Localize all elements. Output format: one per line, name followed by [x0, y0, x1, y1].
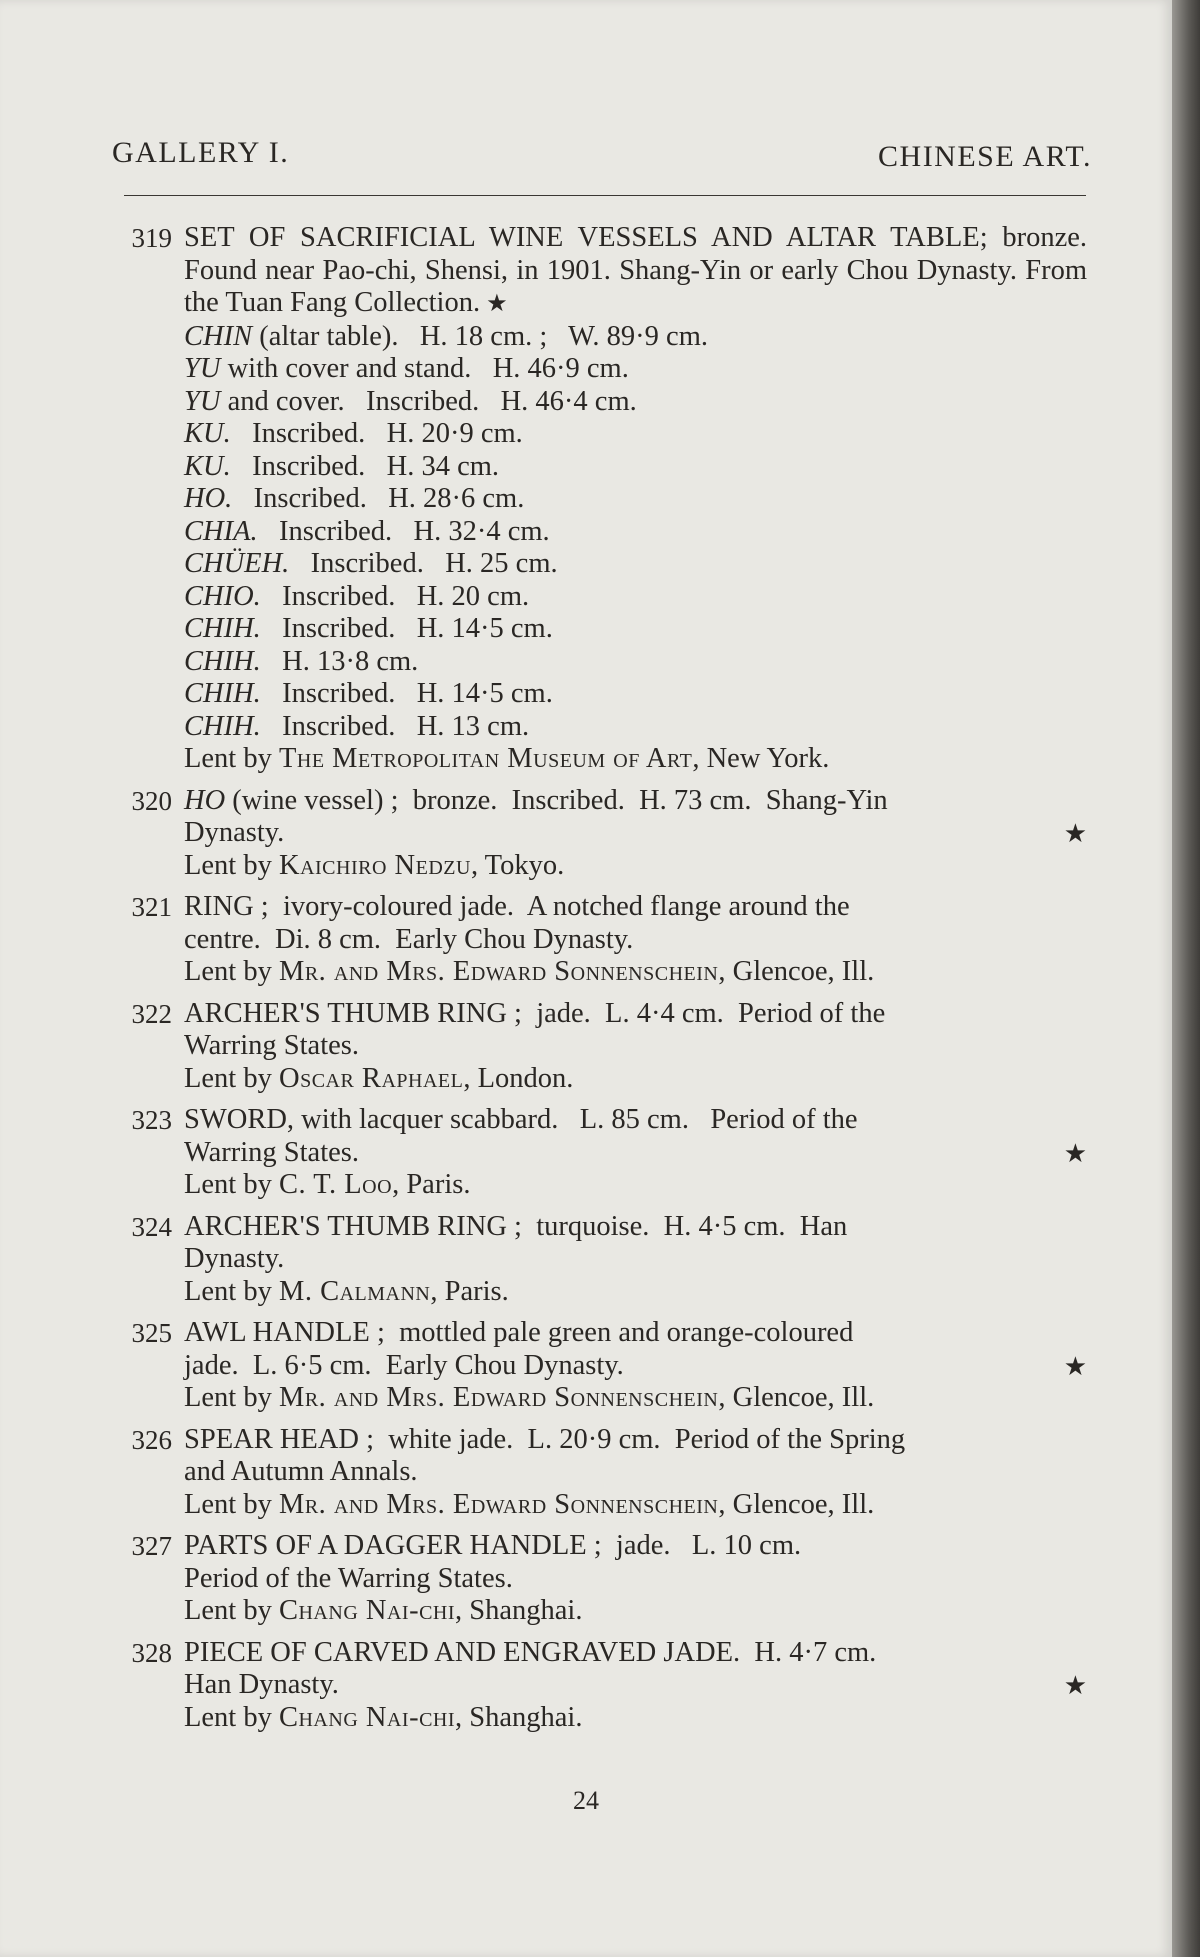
catalogue-entry: 327 PARTS OF A DAGGER HANDLE ; jade. L. 10 cm. Period of the Warring States. Lent by Chang Nai-chi, Shanghai. [112, 1530, 1087, 1628]
entry-number: 324 [131, 1211, 172, 1242]
entry-title: SPEAR HEAD ; white jade. L. 20·9 cm. Period of the Spring [184, 1423, 906, 1455]
lender-line: Lent by Mr. and Mrs. Edward Sonnenschein, Glencoe, Ill. [184, 956, 875, 987]
entry-title: ARCHER'S THUMB RING ; jade. L. 4·4 cm. Period of the [184, 997, 886, 1029]
entry-number: 328 [131, 1637, 172, 1668]
lender-line: Lent by Mr. and Mrs. Edward Sonnenschein, Glencoe, Ill. [184, 1382, 875, 1413]
lender-name: Chang Nai-chi [278, 1701, 456, 1733]
entry-title: AWL HANDLE ; mottled pale green and orange-coloured [184, 1317, 854, 1348]
lender-name: Chang Nai-chi [278, 1595, 456, 1626]
star-icon: ★ [486, 291, 508, 317]
entry-number: 319 [131, 223, 172, 253]
catalogue-entries [112, 222, 1087, 1743]
entry-number: 323 [131, 1105, 172, 1135]
entry-number: 327 [131, 1531, 172, 1561]
star-icon: ★ [1063, 1671, 1087, 1700]
lender-line: Lent by Mr. and Mrs. Edward Sonnenschein, Glencoe, Ill. [184, 1488, 875, 1520]
vessel-line: KU. Inscribed. H. 20·9 cm. [184, 418, 523, 449]
entry-number: 321 [131, 892, 172, 922]
catalogue-entry: 322 ARCHER'S THUMB RING ; jade. L. 4·4 cm. Period of the Warring States. Lent by Oscar Raphael, London. [112, 998, 1087, 1096]
vessel-line: CHIH. Inscribed. H. 14·5 cm. [184, 613, 553, 644]
catalogue-entry: 323 SWORD, with lacquer scabbard. L. 85 cm. Period of the Warring States. ★ Lent by C. T. Loo, Paris. [112, 1104, 1087, 1202]
lender-name: Mr. and Mrs. Edward Sonnenschein [278, 1382, 719, 1413]
vessel-line: CHIO. Inscribed. H. 20 cm. [184, 580, 530, 612]
catalogue-entry: 320 HO (wine vessel) ; bronze. Inscribed. H. 73 cm. Shang-Yin Dynasty. ★ Lent by Kaichiro Nedzu, Tokyo. [112, 785, 1087, 883]
catalogue-entry: 324 ARCHER'S THUMB RING ; turquoise. H. 4·5 cm. Han Dynasty. Lent by M. Calmann, Paris. [112, 1211, 1087, 1309]
vessel-line: HO. Inscribed. H. 28·6 cm. [184, 483, 525, 514]
star-icon: ★ [1063, 819, 1087, 848]
entry-number: 322 [131, 998, 172, 1029]
vessel-line: CHIN (altar table). H. 18 cm. ; W. 89·9 cm. [184, 320, 708, 352]
lender-name: C. T. Loo [278, 1169, 393, 1200]
header-section: CHINESE ART. [878, 140, 1092, 173]
vessel-line: CHIH. Inscribed. H. 13 cm. [184, 710, 530, 742]
vessel-line: YU and cover. Inscribed. H. 46·4 cm. [184, 385, 637, 417]
star-icon: ★ [1063, 1138, 1087, 1168]
header-gallery: GALLERY I. [112, 136, 290, 169]
entry-number: 325 [131, 1318, 172, 1348]
catalogue-entry [112, 222, 1087, 776]
entry-title: SET OF SACRIFICIAL WINE VESSELS AND ALTAR TABLE; bronze. Found near Pao-chi, Shensi, in 1901. Shang-Yin or early Chou Dynasty. From the Tuan Fang Collection. ★ [184, 222, 1087, 318]
entry-title: PARTS OF A DAGGER HANDLE ; jade. L. 10 cm. [184, 1530, 802, 1561]
vessel-line: CHIH. H. 13·8 cm. [184, 645, 419, 677]
lender-name: Mr. and Mrs. Edward Sonnenschein [278, 1488, 719, 1520]
lender-line: Lent by C. T. Loo, Paris. [184, 1169, 471, 1200]
catalogue-entry: 326 SPEAR HEAD ; white jade. L. 20·9 cm. Period of the Spring and Autumn Annals. Lent by Mr. and Mrs. Edward Sonnenschein, Glencoe, Ill. [112, 1424, 1087, 1522]
entry-title: HO (wine vessel) ; bronze. Inscribed. H. 73 cm. Shang-Yin [184, 784, 888, 816]
catalogue-entry: 328 PIECE OF CARVED AND ENGRAVED JADE. H. 4·7 cm. Han Dynasty. ★ Lent by Chang Nai-chi, Shanghai. [112, 1637, 1087, 1735]
entry-title: ARCHER'S THUMB RING ; turquoise. H. 4·5 cm. Han [184, 1210, 848, 1242]
lender-line: Lent by Chang Nai-chi, Shanghai. [184, 1595, 583, 1626]
lender-line: Lent by Chang Nai-chi, Shanghai. [184, 1701, 583, 1733]
entry-title: PIECE OF CARVED AND ENGRAVED JADE. H. 4·7 cm. [184, 1636, 877, 1668]
entry-title: SWORD, with lacquer scabbard. L. 85 cm. Period of the [184, 1104, 858, 1135]
vessel-line: KU. Inscribed. H. 34 cm. [184, 450, 500, 482]
star-icon: ★ [1063, 1351, 1087, 1381]
entry-number: 320 [131, 785, 172, 816]
lender-name: Oscar Raphael [278, 1062, 464, 1094]
lender-line: Lent by Oscar Raphael, London. [184, 1062, 574, 1094]
lender-name: Mr. and Mrs. Edward Sonnenschein [278, 956, 719, 987]
lender-line: Lent by Kaichiro Nedzu, Tokyo. [184, 849, 565, 881]
lender-name: Kaichiro Nedzu [278, 849, 471, 881]
vessel-line: YU with cover and stand. H. 46·9 cm. [184, 353, 629, 384]
book-edge [1172, 0, 1200, 1957]
catalogue-entry: 321 RING ; ivory-coloured jade. A notched flange around the centre. Di. 8 cm. Early Chou Dynasty. Lent by Mr. and Mrs. Edward Sonnenschein, Glencoe, Ill. [112, 891, 1087, 989]
lender-line: Lent by M. Calmann, Paris. [184, 1275, 509, 1307]
page-number: 24 [573, 1786, 599, 1815]
catalogue-entry: 325 AWL HANDLE ; mottled pale green and orange-coloured jade. L. 6·5 cm. Early Chou Dynasty. ★ Lent by Mr. and Mrs. Edward Sonnenschein, Glencoe, Ill. [112, 1317, 1087, 1415]
entry-title: RING ; ivory-coloured jade. A notched flange around the [184, 891, 850, 922]
header-rule [124, 195, 1086, 196]
lender-name: The Metropolitan Museum of Art [278, 743, 693, 774]
vessel-line: CHIA. Inscribed. H. 32·4 cm. [184, 515, 550, 547]
lender-line: Lent by The Metropolitan Museum of Art, New York. [184, 743, 830, 774]
lender-name: M. Calmann [278, 1275, 431, 1307]
vessel-line: CHIH. Inscribed. H. 14·5 cm. [184, 678, 553, 709]
vessel-line: CHÜEH. Inscribed. H. 25 cm. [184, 548, 558, 579]
entry-number: 326 [131, 1424, 172, 1455]
